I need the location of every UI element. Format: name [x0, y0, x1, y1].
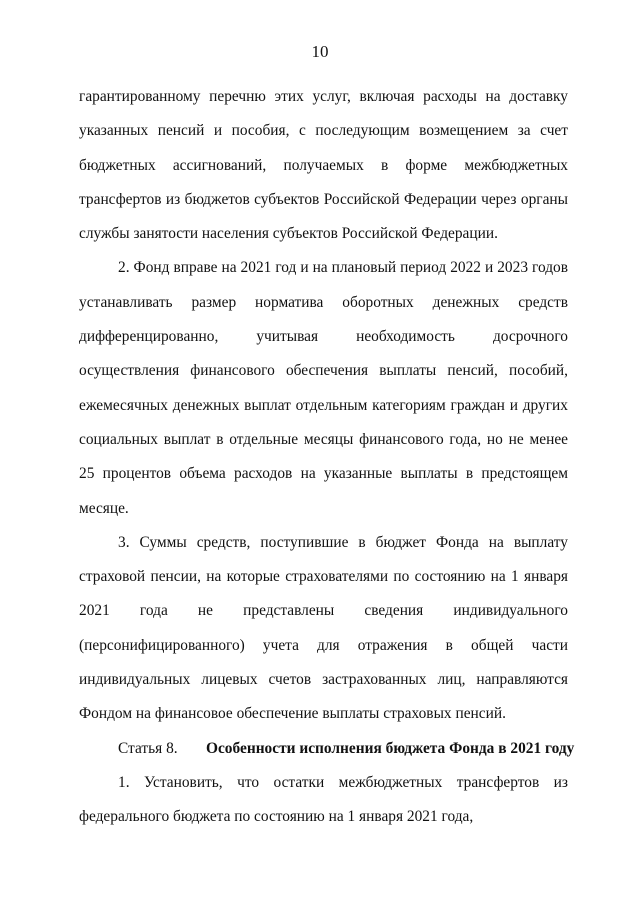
- article-heading: [79, 732, 575, 766]
- paragraph-item-3: 3. Суммы средств, поступившие в бюджет Фонда на выплату страховой пенсии, на которые страхователями по состоянию на 1 января 2021 года не представлены сведения индивидуального (персонифицированного) учета для отражения в общей части индивидуальных лицевых счетов застрахованных лиц, направляются Фондом на финансовое обеспечение выплаты страховых пенсий.: [79, 533, 568, 723]
- paragraph-continuation: гарантированному перечню этих услуг, включая расходы на доставку указанных пенсий и пособия, с последующим возмещением за счет бюджетных ассигнований, получаемых в форме межбюджетных трансфертов из бюджетов субъектов Российской Федерации через органы службы занятости населения субъектов Российской Федерации.: [79, 88, 568, 243]
- page-number: 10: [311, 42, 329, 61]
- paragraph-article-8-item-1: 1. Установить, что остатки межбюджетных трансфертов из федерального бюджета по состоянию на 1 января 2021 года,: [79, 773, 568, 826]
- article-label: Статья 8.: [118, 739, 178, 757]
- article-title: Особенности исполнения бюджета Фонда в 2021 году: [206, 739, 575, 757]
- document-body: [79, 80, 575, 835]
- paragraph-item-2: 2. Фонд вправе на 2021 год и на плановый период 2022 и 2023 годов устанавливать размер норматива оборотных денежных средств дифференцированно, учитывая необходимость досрочного осуществления финансового обеспечения выплаты пенсий, пособий, ежемесячных денежных выплат отдельным категориям граждан и других социальных выплат в отдельные месяцы финансового года, но не менее 25 процентов объема расходов на указанные выплаты в предстоящем месяце.: [79, 259, 568, 517]
